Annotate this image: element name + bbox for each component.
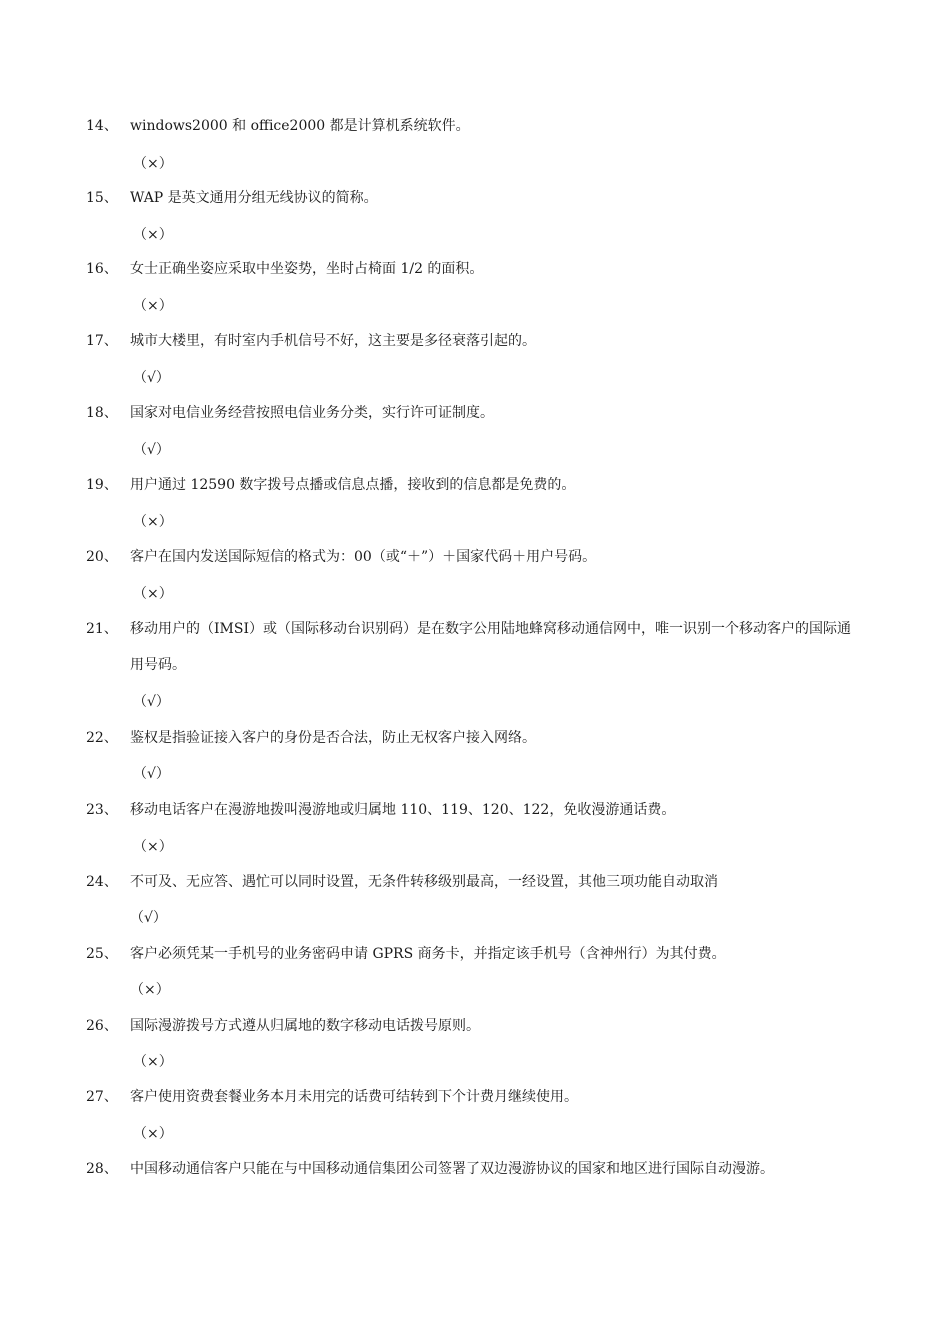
question-text: 不可及、无应答、遇忙可以同时设置，无条件转移级别最高，一经设置，其他三项功能自动取消: [130, 874, 718, 890]
question-number: 22、: [86, 730, 118, 746]
answer-mark: （√）: [133, 766, 170, 782]
question-number: 19、: [86, 477, 118, 493]
question-number: 24、: [86, 874, 118, 890]
question-number: 16、: [86, 261, 118, 277]
question-text: 用户通过 12590 数字拨号点播或信息点播，接收到的信息都是免费的。: [130, 477, 576, 493]
answer-mark: （×）: [133, 227, 173, 243]
question-text: 中国移动通信客户只能在与中国移动通信集团公司签署了双边漫游协议的国家和地区进行国际自动漫游。: [130, 1161, 774, 1177]
answer-mark: （×）: [133, 1054, 173, 1070]
answer-mark: （×）: [130, 982, 170, 998]
answer-mark: （×）: [133, 586, 173, 602]
question-number: 18、: [86, 405, 118, 421]
question-number: 23、: [86, 802, 118, 818]
question-text: 城市大楼里，有时室内手机信号不好，这主要是多径衰落引起的。: [130, 333, 536, 349]
answer-mark: （√）: [133, 370, 170, 386]
answer-mark: （×）: [133, 298, 173, 314]
answer-mark: （×）: [133, 839, 173, 855]
answer-mark: （×）: [133, 514, 173, 530]
question-number: 14、: [86, 118, 118, 134]
question-text: windows2000 和 office2000 都是计算机系统软件。: [130, 118, 470, 134]
question-text: 女士正确坐姿应采取中坐姿势，坐时占椅面 1/2 的面积。: [130, 261, 484, 277]
question-text: 移动电话客户在漫游地拨叫漫游地或归属地 110、119、120、122，免收漫游通话费。: [130, 802, 676, 818]
answer-mark: （×）: [133, 1126, 173, 1142]
question-text: 鉴权是指验证接入客户的身份是否合法，防止无权客户接入网络。: [130, 730, 536, 746]
question-number: 27、: [86, 1089, 118, 1105]
question-text: 国家对电信业务经营按照电信业务分类，实行许可证制度。: [130, 405, 494, 421]
question-number: 20、: [86, 549, 118, 565]
question-text: 客户在国内发送国际短信的格式为：00（或“＋”）＋国家代码＋用户号码。: [130, 549, 597, 565]
answer-mark: （√）: [133, 694, 170, 710]
answer-mark: （√）: [130, 910, 167, 926]
question-number: 15、: [86, 190, 118, 206]
question-text: 国际漫游拨号方式遵从归属地的数字移动电话拨号原则。: [130, 1018, 480, 1034]
question-number: 28、: [86, 1161, 118, 1177]
answer-mark: （×）: [133, 156, 173, 172]
question-number: 17、: [86, 333, 118, 349]
question-number: 21、: [86, 621, 118, 637]
question-text: 客户必须凭某一手机号的业务密码申请 GPRS 商务卡，并指定该手机号（含神州行）为其付费。: [130, 946, 726, 962]
question-text: 移动用户的（IMSI）或（国际移动台识别码）是在数字公用陆地蜂窝移动通信网中，唯一识别一个移动客户的国际通用号码。: [130, 621, 851, 673]
question-number: 26、: [86, 1018, 118, 1034]
question-number: 25、: [86, 946, 118, 962]
answer-mark: （√）: [133, 442, 170, 458]
question-text: 客户使用资费套餐业务本月未用完的话费可结转到下个计费月继续使用。: [130, 1089, 578, 1105]
question-text: WAP 是英文通用分组无线协议的简称。: [130, 190, 378, 206]
